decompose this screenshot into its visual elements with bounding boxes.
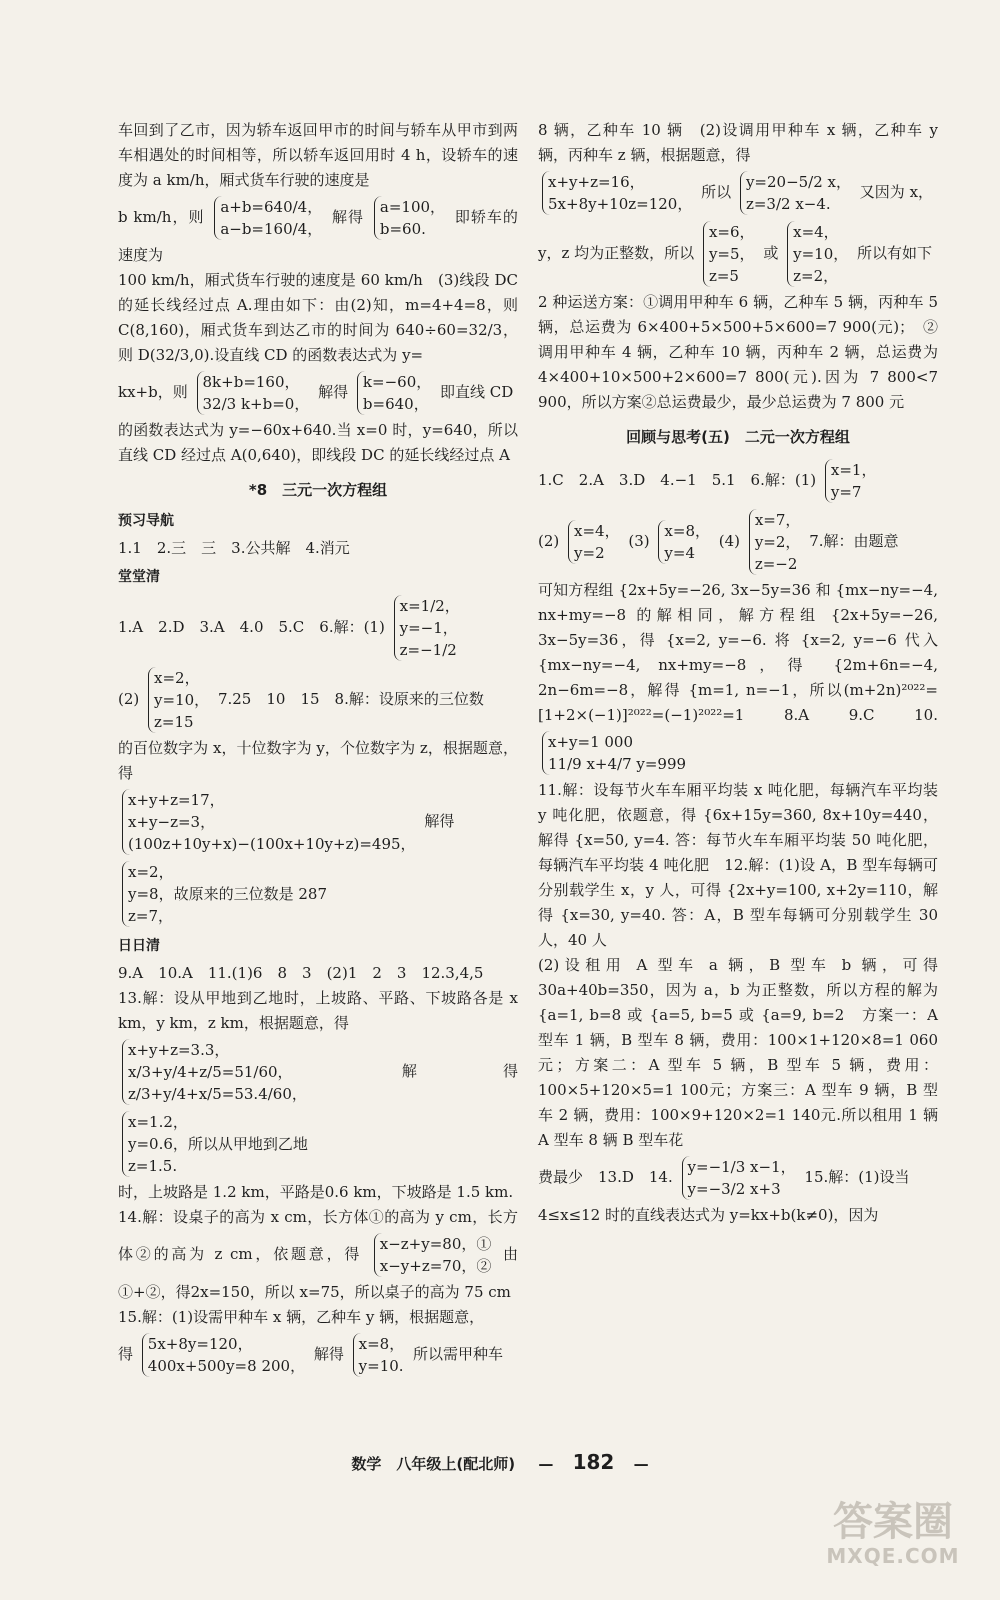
equation-system: x=1.2， y=0.6，所以从甲地到乙地 z=1.5. [122,1111,308,1177]
text-solve: 解得 [332,208,365,226]
equation-system: y=−1/3 x−1， y=−3/2 x+3 [682,1156,796,1200]
equation-system: x=1， y=7 [825,459,877,503]
text-fragment: (4) [718,532,741,550]
daily-answers-2: 13.解：设从甲地到乙地时，上坡路、平路、下坡路各是 x km，y km，z km，根据题意，得 [118,989,518,1032]
text-solve: 解得 [318,383,349,401]
daily-answers-5 [118,1205,518,1305]
equation-system: x=8， y=4 [658,520,710,564]
left-p5: 的函数表达式为 y=−60x+640.当 x=0 时，y=640，所以直线 CD 经过点 A(0,640)，即线段 DC 的延长线经过点 A [118,421,518,464]
review-answers-7: 4≤x≤12 时的直线表达式为 y=kx+b(k≠0)，因为 [538,1206,879,1224]
equation-system: x=4， y=2 [568,520,620,564]
right-p1: 8 辆，乙种车 10 辆 (2)设调用甲种车 x 辆，乙种车 y 辆，丙种车 z 辆，根据题意，得 [538,121,938,164]
right-column [538,118,938,1228]
subheading-class: 堂堂清 [118,569,160,585]
equation-system: x=2， y=8，故原来的三位数是 287 z=7， [122,861,327,927]
equation-system: x=4， y=10， z=2， [787,221,848,287]
right-p2 [538,168,938,218]
left-column [118,118,518,1380]
text-solve: 解得 [401,1062,518,1080]
daily-answers-7 [118,1330,518,1380]
text-fragment: kx+b，则 [118,383,188,401]
daily-answers-6: 15.解：(1)设需甲种车 x 辆，乙种车 y 辆，根据题意， [118,1308,485,1326]
right-p3 [538,218,938,290]
footer-dash: — [633,1455,649,1473]
text-fragment: 所以有如下 [857,244,933,262]
footer-label: 数学 八年级上(配北师) [351,1455,516,1473]
equation-system: x=7， y=2， z=−2 [749,509,801,575]
text-fragment: 可知方程组 {2x+5y=−26, 3x−5y=36 和 {mx−ny=−4, nx+my=−8 的解相同，解方程组 {2x+5y=−26, 3x−5y=36，得 {x=2, y=−6. 将 {x=2, y=−6 代入 {mx−ny=−4, nx+my=−8，得 {2m+6n=−4, 2n−6m=−8，解得 {m=1, n=−1，所以(m+2n)²⁰²²=[1+2×(−1)]²⁰²²=(−1)²⁰²²=1 8.A 9.C 10. [538,581,938,724]
watermark-logo [808,1500,978,1580]
subheading-daily: 日日清 [118,938,160,954]
equation-system: a+b=640/4， a−b=160/4， [214,196,322,240]
equation-system: x=8， y=10. [353,1333,405,1377]
text-fragment: (2) [118,690,140,708]
review-answers-5: (2)设租用 A 型车 a 辆，B 型车 b 辆，可得 30a+40b=350，因为 a，b 为正整数，所以方程的解为 {a=1, b=8 或 {a=5, b=5 或 {a=9, b=2 方案一：A 型车 1 辆，B 型车 8 辆，费用：100×1+120×8=1 060元；方案二：A 型车 5 辆，B 型车 5 辆，费用：100×5+120×5=1 100元；方案三：A 型车 9 辆，B 型车 2 辆，费用：100×9+120×2=1 140元.所以租用 1 辆 A 型车 8 辆 B 型车花 [538,956,938,1149]
class-answers-1 [118,592,518,664]
text-solve: 解得 [424,812,455,830]
left-p2-pre: b km/h，则 [118,208,205,226]
class-answers-5 [118,858,518,930]
equation-system: x+y+z=3.3， x/3+y/4+z/5=51/60， z/3+y/4+x/5=53.4/60， [122,1039,307,1105]
equation-system: x=6， y=5， z=5 [703,221,755,287]
text-fragment: (2) [538,532,560,550]
left-p2 [118,193,518,268]
right-p4: 2 种运送方案：①调用甲种车 6 辆，乙种车 5 辆，丙种车 5 辆，总运费为 6×400+5×500+5×600=7 900(元)； ②调用甲种车 4 辆，乙种车 10 辆，丙种车 2 辆，总运费为 4×400+10×500+2×600=7 800(元).因为 7 800<7 900，所以方案②总运费最少，最少总运费为 7 800 元 [538,293,938,411]
subheading-preview: 预习导航 [118,513,174,529]
equation-system: x=2， y=10， z=15 [148,667,209,733]
class-answers-4 [118,786,518,858]
equation-system: 8k+b=160， 32/3 k+b=0， [197,371,310,415]
daily-answers-1: 9.A 10.A 11.(1)6 8 3 (2)1 2 3 12.3,4,5 [118,964,484,982]
equation-system: x+y+z=17， x+y−z=3， (100z+10y+x)−(100x+10y+z)=495， [122,789,416,855]
text-fragment: 又因为 x， [859,183,934,201]
page-number: 182 [572,1450,615,1474]
page-footer [0,1450,1000,1474]
equation-system: x−z+y=80，① x−y+z=70，② [374,1233,492,1277]
review-answers-2 [538,506,938,578]
text-fragment: 所以需甲种车 [413,1345,504,1363]
section-title: 回顾与思考(五) 二元一次方程组 [626,428,850,446]
watermark-text: 答案圈 [833,1499,953,1545]
class-answers-2 [118,664,518,736]
equation-system: 5x+8y=120， 400x+500y=8 200， [142,1333,305,1377]
review-answers-6 [538,1153,938,1203]
review-answers-3 [538,578,938,778]
text-fragment: y，z 均为正整数，所以 [538,244,695,262]
left-p1: 车回到了乙市，因为轿车返回甲市的时间与轿车从甲市到两车相遇处的时间相等，所以轿车返回用时 4 h，设轿车的速度为 a km/h，厢式货车行驶的速度是 [118,121,518,189]
text-fragment: 所以 [701,183,732,201]
daily-answers-3 [118,1036,518,1180]
text-fragment: (3) [628,532,650,550]
review-answers-1 [538,456,938,506]
left-p3: 100 km/h，厢式货车行驶的速度是 60 km/h (3)线段 DC 的延长线经过点 A.理由如下：由(2)知，m=4+4=8，则 C(8,160)，厢式货车到达乙市的时间为 640÷60=32/3，则 D(32/3,0).设直线 CD 的函数表达式为 y= [118,271,518,364]
text-fragment: 得 [118,1345,134,1363]
class-answers-3: 的百位数字为 x，十位数字为 y，个位数字为 z，根据题意，得 [118,739,518,782]
text-fragment: 7.25 10 15 8.解：设原来的三位数 [217,690,484,708]
text-fragment: 14.解：设桌子的高为 x cm，长方体①的高为 y cm，长方体②的高为 z cm，依题意，得 [118,1208,518,1263]
section-title: *8 三元一次方程组 [248,481,388,499]
text-fragment: 费最少 13.D 14. [538,1168,673,1186]
text-solve: 解得 [313,1345,344,1363]
equation-system: k=−60， b=640， [357,371,431,415]
equation-system: x+y=1 000 11/9 x+4/7 y=999 [542,731,686,775]
text-fragment: 或 [763,244,779,262]
preview-answers: 1.1 2.三 三 3.公共解 4.消元 [118,539,350,557]
daily-answers-4: 时，上坡路是 1.2 km，平路是0.6 km，下坡路是 1.5 km. [118,1183,514,1201]
equation-system: y=20−5/2 x， z=3/2 x−4. [740,171,851,215]
equation-system: a=100， b=60. [374,196,445,240]
watermark-url: MXQE.COM [826,1544,960,1568]
text-fragment: 1.A 2.D 3.A 4.0 5.C 6.解：(1) [118,618,385,636]
equation-system: x+y+z=16， 5x+8y+10z=120， [542,171,692,215]
text-fragment: 即直线 CD [440,383,514,401]
text-fragment: 7.解：由题意 [809,532,899,550]
review-answers-4: 11.解：设每节火车车厢平均装 x 吨化肥，每辆汽车平均装 y 吨化肥，依题意，得 {6x+15y=360, 8x+10y=440，解得 {x=50, y=4. 答：每节火车车厢平均装 50 吨化肥，每辆汽车平均装 4 吨化肥 12.解：(1)设 A，B 型车每辆可分别载学生 x，y 人，可得 {2x+y=100, x+2y=110，解得 {x=30, y=40. 答：A，B 型车每辆可分别载学生 30 人，40 人 [538,781,938,949]
footer-dash: — [538,1455,554,1473]
text-fragment: 即轿车的速度为 [118,208,518,264]
text-fragment: 15.解：(1)设当 [804,1168,910,1186]
left-p4 [118,368,518,418]
text-fragment: 由①+②，得2x=150，所以 x=75，所以桌子的高为 75 cm [118,1245,518,1301]
equation-system: x=1/2， y=−1， z=−1/2 [394,595,460,661]
text-fragment: 1.C 2.A 3.D 4.−1 5.1 6.解：(1) [538,471,817,489]
